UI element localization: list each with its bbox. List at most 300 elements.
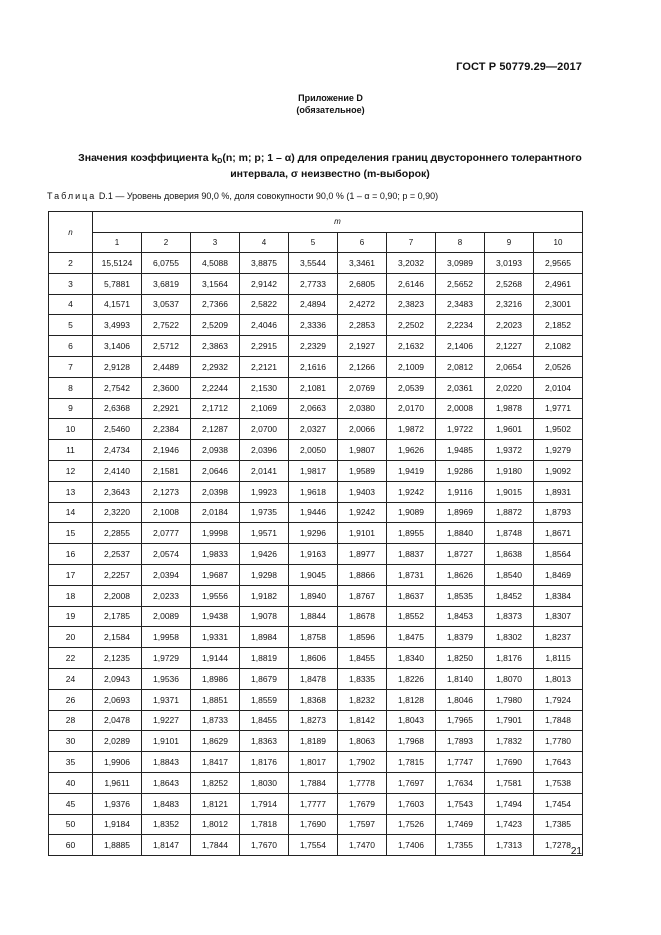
value-cell: 1,7697 (387, 772, 436, 793)
value-cell: 1,9180 (485, 460, 534, 481)
row-n-cell: 12 (49, 460, 93, 481)
value-cell: 1,7893 (436, 731, 485, 752)
value-cell: 2,4489 (142, 356, 191, 377)
value-cell: 1,9589 (338, 460, 387, 481)
value-cell: 2,0220 (485, 377, 534, 398)
value-cell: 1,8237 (534, 627, 583, 648)
value-cell: 1,9092 (534, 460, 583, 481)
value-cell: 1,8758 (289, 627, 338, 648)
column-header: 10 (534, 232, 583, 253)
value-cell: 2,2023 (485, 315, 534, 336)
table-row (49, 273, 583, 294)
value-cell: 1,8837 (387, 544, 436, 565)
value-cell: 2,1082 (534, 336, 583, 357)
value-cell: 2,1632 (387, 336, 436, 357)
value-cell: 1,7454 (534, 793, 583, 814)
table-row (49, 481, 583, 502)
row-n-cell: 22 (49, 648, 93, 669)
value-cell: 1,8552 (387, 606, 436, 627)
value-cell: 1,8638 (485, 544, 534, 565)
table-row (49, 398, 583, 419)
row-n-cell: 15 (49, 523, 93, 544)
value-cell: 1,8070 (485, 668, 534, 689)
row-n-cell: 24 (49, 668, 93, 689)
value-cell: 1,9735 (240, 502, 289, 523)
value-cell: 1,8384 (534, 585, 583, 606)
value-cell: 2,9142 (240, 273, 289, 294)
row-n-cell: 7 (49, 356, 93, 377)
value-cell: 1,9144 (191, 648, 240, 669)
value-cell: 3,3461 (338, 253, 387, 274)
row-n-cell: 19 (49, 606, 93, 627)
value-cell: 2,0700 (240, 419, 289, 440)
value-cell: 2,1581 (142, 460, 191, 481)
column-header: 1 (93, 232, 142, 253)
value-cell: 3,4993 (93, 315, 142, 336)
row-n-cell: 40 (49, 772, 93, 793)
value-cell: 1,9833 (191, 544, 240, 565)
section-heading (30, 152, 630, 181)
value-cell: 2,5652 (436, 273, 485, 294)
value-cell: 1,8452 (485, 585, 534, 606)
value-cell: 1,7884 (289, 772, 338, 793)
value-cell: 1,7597 (338, 814, 387, 835)
value-cell: 1,8679 (240, 668, 289, 689)
value-cell: 2,1287 (191, 419, 240, 440)
value-cell: 1,8335 (338, 668, 387, 689)
value-cell: 2,0141 (240, 460, 289, 481)
value-cell: 1,9771 (534, 398, 583, 419)
value-cell: 1,7581 (485, 772, 534, 793)
value-cell: 1,9426 (240, 544, 289, 565)
table-row (49, 315, 583, 336)
value-cell: 1,8063 (338, 731, 387, 752)
value-cell: 1,8368 (289, 689, 338, 710)
value-cell: 3,0537 (142, 294, 191, 315)
value-cell: 1,9286 (436, 460, 485, 481)
value-cell: 1,9446 (289, 502, 338, 523)
value-cell: 2,1530 (240, 377, 289, 398)
column-header: 6 (338, 232, 387, 253)
value-cell: 2,3863 (191, 336, 240, 357)
value-cell: 1,8866 (338, 564, 387, 585)
caption-text: D.1 — Уровень доверия 90,0 %, доля совокупности 90,0 % (1 – α = 0,90; p = 0,90) (98, 191, 439, 201)
row-n-cell: 5 (49, 315, 93, 336)
value-cell: 1,8984 (240, 627, 289, 648)
table-row (49, 564, 583, 585)
value-cell: 2,0289 (93, 731, 142, 752)
table-row (49, 294, 583, 315)
column-header-row (49, 232, 583, 253)
value-cell: 2,0233 (142, 585, 191, 606)
value-cell: 1,8559 (240, 689, 289, 710)
value-cell: 1,7815 (387, 752, 436, 773)
value-cell: 1,9015 (485, 481, 534, 502)
value-cell: 2,1273 (142, 481, 191, 502)
value-cell: 2,0769 (338, 377, 387, 398)
page-number: 21 (570, 846, 582, 857)
value-cell: 1,8121 (191, 793, 240, 814)
value-cell: 2,1227 (485, 336, 534, 357)
value-cell: 1,9279 (534, 440, 583, 461)
table-row (49, 627, 583, 648)
value-cell: 1,7690 (485, 752, 534, 773)
value-cell: 2,3643 (93, 481, 142, 502)
table-row (49, 668, 583, 689)
value-cell: 1,8643 (142, 772, 191, 793)
value-cell: 2,2121 (240, 356, 289, 377)
value-cell: 2,1946 (142, 440, 191, 461)
value-cell: 1,8844 (289, 606, 338, 627)
value-cell: 1,7603 (387, 793, 436, 814)
value-cell: 1,8678 (338, 606, 387, 627)
value-cell: 2,2853 (338, 315, 387, 336)
value-cell: 1,8483 (142, 793, 191, 814)
value-cell: 1,9923 (240, 481, 289, 502)
value-cell: 1,8671 (534, 523, 583, 544)
value-cell: 2,1266 (338, 356, 387, 377)
value-cell: 1,7690 (289, 814, 338, 835)
value-cell: 1,7643 (534, 752, 583, 773)
value-cell: 2,0663 (289, 398, 338, 419)
value-cell: 1,8940 (289, 585, 338, 606)
value-cell: 1,7470 (338, 835, 387, 856)
row-n-cell: 28 (49, 710, 93, 731)
table-row (49, 710, 583, 731)
value-cell: 1,9817 (289, 460, 338, 481)
value-cell: 2,4046 (240, 315, 289, 336)
row-n-cell: 30 (49, 731, 93, 752)
value-cell: 1,8455 (240, 710, 289, 731)
table-row (49, 502, 583, 523)
table-row (49, 814, 583, 835)
value-cell: 2,3483 (436, 294, 485, 315)
value-cell: 1,7313 (485, 835, 534, 856)
appendix-label (0, 92, 661, 116)
value-cell: 2,0066 (338, 419, 387, 440)
value-cell: 2,1406 (436, 336, 485, 357)
value-cell: 1,9371 (142, 689, 191, 710)
caption-prefix: Таблица (47, 191, 97, 201)
value-cell: 2,0654 (485, 356, 534, 377)
value-cell: 1,9298 (240, 564, 289, 585)
value-cell: 1,7901 (485, 710, 534, 731)
value-cell: 1,8363 (240, 731, 289, 752)
value-cell: 1,7385 (534, 814, 583, 835)
value-cell: 1,9626 (387, 440, 436, 461)
value-cell: 3,2032 (387, 253, 436, 274)
value-cell: 3,1564 (191, 273, 240, 294)
row-n-cell: 45 (49, 793, 93, 814)
value-cell: 1,8626 (436, 564, 485, 585)
value-cell: 1,7818 (240, 814, 289, 835)
value-cell: 2,3600 (142, 377, 191, 398)
value-cell: 1,8819 (240, 648, 289, 669)
value-cell: 1,8379 (436, 627, 485, 648)
value-cell: 1,8748 (485, 523, 534, 544)
value-cell: 2,5268 (485, 273, 534, 294)
value-cell: 1,7902 (338, 752, 387, 773)
value-cell: 1,7494 (485, 793, 534, 814)
value-cell: 1,7747 (436, 752, 485, 773)
value-cell: 2,0943 (93, 668, 142, 689)
value-cell: 2,0693 (93, 689, 142, 710)
value-cell: 2,0380 (338, 398, 387, 419)
value-cell: 6,0755 (142, 253, 191, 274)
value-cell: 1,8629 (191, 731, 240, 752)
value-cell: 2,4272 (338, 294, 387, 315)
table-body (49, 253, 583, 856)
value-cell: 1,8986 (191, 668, 240, 689)
value-cell: 1,9227 (142, 710, 191, 731)
heading-part-2: (n; m; p; 1 – α) для определения границ двустороннего толерантного (222, 152, 582, 164)
value-cell: 1,9101 (142, 731, 191, 752)
value-cell: 15,5124 (93, 253, 142, 274)
table-row (49, 377, 583, 398)
value-cell: 1,9906 (93, 752, 142, 773)
value-cell: 2,1927 (338, 336, 387, 357)
value-cell: 1,8013 (534, 668, 583, 689)
value-cell: 2,1069 (240, 398, 289, 419)
heading-subscript: D (217, 158, 223, 165)
value-cell: 2,0539 (387, 377, 436, 398)
value-cell: 1,8142 (338, 710, 387, 731)
value-cell: 2,5460 (93, 419, 142, 440)
value-cell: 2,2932 (191, 356, 240, 377)
value-cell: 1,9438 (191, 606, 240, 627)
value-cell: 1,8043 (387, 710, 436, 731)
value-cell: 2,2008 (93, 585, 142, 606)
value-cell: 1,8931 (534, 481, 583, 502)
row-header-n: n (49, 212, 93, 253)
value-cell: 1,9536 (142, 668, 191, 689)
value-cell: 1,7780 (534, 731, 583, 752)
value-cell: 2,0394 (142, 564, 191, 585)
value-cell: 1,8767 (338, 585, 387, 606)
value-cell: 2,3220 (93, 502, 142, 523)
table-row (49, 523, 583, 544)
value-cell: 2,4961 (534, 273, 583, 294)
value-cell: 2,0938 (191, 440, 240, 461)
value-cell: 1,8140 (436, 668, 485, 689)
value-cell: 1,8115 (534, 648, 583, 669)
value-cell: 1,9116 (436, 481, 485, 502)
value-cell: 1,8606 (289, 648, 338, 669)
value-cell: 2,0396 (240, 440, 289, 461)
value-cell: 1,9372 (485, 440, 534, 461)
row-n-cell: 6 (49, 336, 93, 357)
value-cell: 1,8455 (338, 648, 387, 669)
value-cell: 1,8302 (485, 627, 534, 648)
table-caption (47, 191, 438, 201)
value-cell: 1,7914 (240, 793, 289, 814)
row-n-cell: 50 (49, 814, 93, 835)
table-row (49, 606, 583, 627)
value-cell: 1,7968 (387, 731, 436, 752)
value-cell: 1,7670 (240, 835, 289, 856)
row-n-cell: 16 (49, 544, 93, 565)
value-cell: 1,9163 (289, 544, 338, 565)
value-cell: 1,7554 (289, 835, 338, 856)
value-cell: 3,6819 (142, 273, 191, 294)
value-cell: 1,7423 (485, 814, 534, 835)
value-cell: 2,7522 (142, 315, 191, 336)
value-cell: 1,9601 (485, 419, 534, 440)
value-cell: 1,8232 (338, 689, 387, 710)
value-cell: 2,4140 (93, 460, 142, 481)
value-cell: 1,8340 (387, 648, 436, 669)
value-cell: 5,7881 (93, 273, 142, 294)
value-cell: 3,0989 (436, 253, 485, 274)
value-cell: 1,7777 (289, 793, 338, 814)
value-cell: 2,1009 (387, 356, 436, 377)
value-cell: 2,0327 (289, 419, 338, 440)
value-cell: 2,5712 (142, 336, 191, 357)
row-n-cell: 3 (49, 273, 93, 294)
row-n-cell: 18 (49, 585, 93, 606)
value-cell: 1,8226 (387, 668, 436, 689)
value-cell: 1,7406 (387, 835, 436, 856)
column-header: 8 (436, 232, 485, 253)
table-row (49, 336, 583, 357)
value-cell: 1,7526 (387, 814, 436, 835)
value-cell: 2,2384 (142, 419, 191, 440)
value-cell: 1,8637 (387, 585, 436, 606)
value-cell: 1,9502 (534, 419, 583, 440)
value-cell: 1,8273 (289, 710, 338, 731)
value-cell: 2,1852 (534, 315, 583, 336)
value-cell: 1,9296 (289, 523, 338, 544)
row-n-cell: 14 (49, 502, 93, 523)
column-header: 9 (485, 232, 534, 253)
value-cell: 2,0574 (142, 544, 191, 565)
value-cell: 2,1584 (93, 627, 142, 648)
value-cell: 1,7832 (485, 731, 534, 752)
value-cell: 2,7542 (93, 377, 142, 398)
value-cell: 1,9729 (142, 648, 191, 669)
value-cell: 1,9611 (93, 772, 142, 793)
value-cell: 1,8147 (142, 835, 191, 856)
value-cell: 1,9571 (240, 523, 289, 544)
value-cell: 1,7634 (436, 772, 485, 793)
value-cell: 1,8017 (289, 752, 338, 773)
table-row (49, 648, 583, 669)
value-cell: 1,9182 (240, 585, 289, 606)
value-cell: 1,8596 (338, 627, 387, 648)
value-cell: 1,7844 (191, 835, 240, 856)
table-row (49, 460, 583, 481)
value-cell: 1,8176 (240, 752, 289, 773)
value-cell: 1,7778 (338, 772, 387, 793)
value-cell: 1,8189 (289, 731, 338, 752)
value-cell: 1,7278 (534, 835, 583, 856)
value-cell: 3,1406 (93, 336, 142, 357)
value-cell: 1,8478 (289, 668, 338, 689)
value-cell: 1,9722 (436, 419, 485, 440)
column-header: 2 (142, 232, 191, 253)
value-cell: 2,0089 (142, 606, 191, 627)
value-cell: 2,2257 (93, 564, 142, 585)
table-row (49, 752, 583, 773)
value-cell: 2,1008 (142, 502, 191, 523)
value-cell: 1,9089 (387, 502, 436, 523)
value-cell: 1,9242 (387, 481, 436, 502)
value-cell: 1,7469 (436, 814, 485, 835)
table-row (49, 689, 583, 710)
value-cell: 1,7965 (436, 710, 485, 731)
value-cell: 1,8475 (387, 627, 436, 648)
value-cell: 2,1081 (289, 377, 338, 398)
table-row (49, 731, 583, 752)
value-cell: 2,2921 (142, 398, 191, 419)
value-cell: 1,7924 (534, 689, 583, 710)
value-cell: 1,8128 (387, 689, 436, 710)
row-n-cell: 8 (49, 377, 93, 398)
value-cell: 3,0193 (485, 253, 534, 274)
row-n-cell: 13 (49, 481, 93, 502)
value-cell: 2,0478 (93, 710, 142, 731)
value-cell: 1,9376 (93, 793, 142, 814)
heading-line-2: интервала, σ неизвестно (m-выборок) (230, 168, 430, 180)
value-cell: 2,0104 (534, 377, 583, 398)
value-cell: 2,0646 (191, 460, 240, 481)
value-cell: 2,0008 (436, 398, 485, 419)
value-cell: 1,8540 (485, 564, 534, 585)
value-cell: 2,0361 (436, 377, 485, 398)
value-cell: 1,8469 (534, 564, 583, 585)
value-cell: 1,9872 (387, 419, 436, 440)
value-cell: 2,7366 (191, 294, 240, 315)
value-cell: 2,3336 (289, 315, 338, 336)
value-cell: 1,7980 (485, 689, 534, 710)
value-cell: 4,1571 (93, 294, 142, 315)
value-cell: 1,9101 (338, 523, 387, 544)
value-cell: 2,0170 (387, 398, 436, 419)
value-cell: 2,7733 (289, 273, 338, 294)
value-cell: 3,5544 (289, 253, 338, 274)
value-cell: 2,5209 (191, 315, 240, 336)
value-cell: 1,9998 (191, 523, 240, 544)
value-cell: 1,9485 (436, 440, 485, 461)
value-cell: 1,8535 (436, 585, 485, 606)
value-cell: 4,5088 (191, 253, 240, 274)
value-cell: 1,9556 (191, 585, 240, 606)
row-n-cell: 26 (49, 689, 93, 710)
value-cell: 1,9958 (142, 627, 191, 648)
value-cell: 1,8840 (436, 523, 485, 544)
value-cell: 1,8252 (191, 772, 240, 793)
table-row (49, 544, 583, 565)
row-n-cell: 10 (49, 419, 93, 440)
row-n-cell: 4 (49, 294, 93, 315)
value-cell: 1,8030 (240, 772, 289, 793)
heading-part-1: Значения коэффициента k (78, 152, 218, 164)
value-cell: 1,8872 (485, 502, 534, 523)
value-cell: 1,8851 (191, 689, 240, 710)
value-cell: 1,8417 (191, 752, 240, 773)
table-row (49, 419, 583, 440)
table-row (49, 835, 583, 856)
value-cell: 1,9618 (289, 481, 338, 502)
value-cell: 1,9242 (338, 502, 387, 523)
value-cell: 1,8793 (534, 502, 583, 523)
value-cell: 1,7355 (436, 835, 485, 856)
value-cell: 1,8453 (436, 606, 485, 627)
value-cell: 1,8373 (485, 606, 534, 627)
column-header: 7 (387, 232, 436, 253)
value-cell: 2,0184 (191, 502, 240, 523)
value-cell: 2,6146 (387, 273, 436, 294)
